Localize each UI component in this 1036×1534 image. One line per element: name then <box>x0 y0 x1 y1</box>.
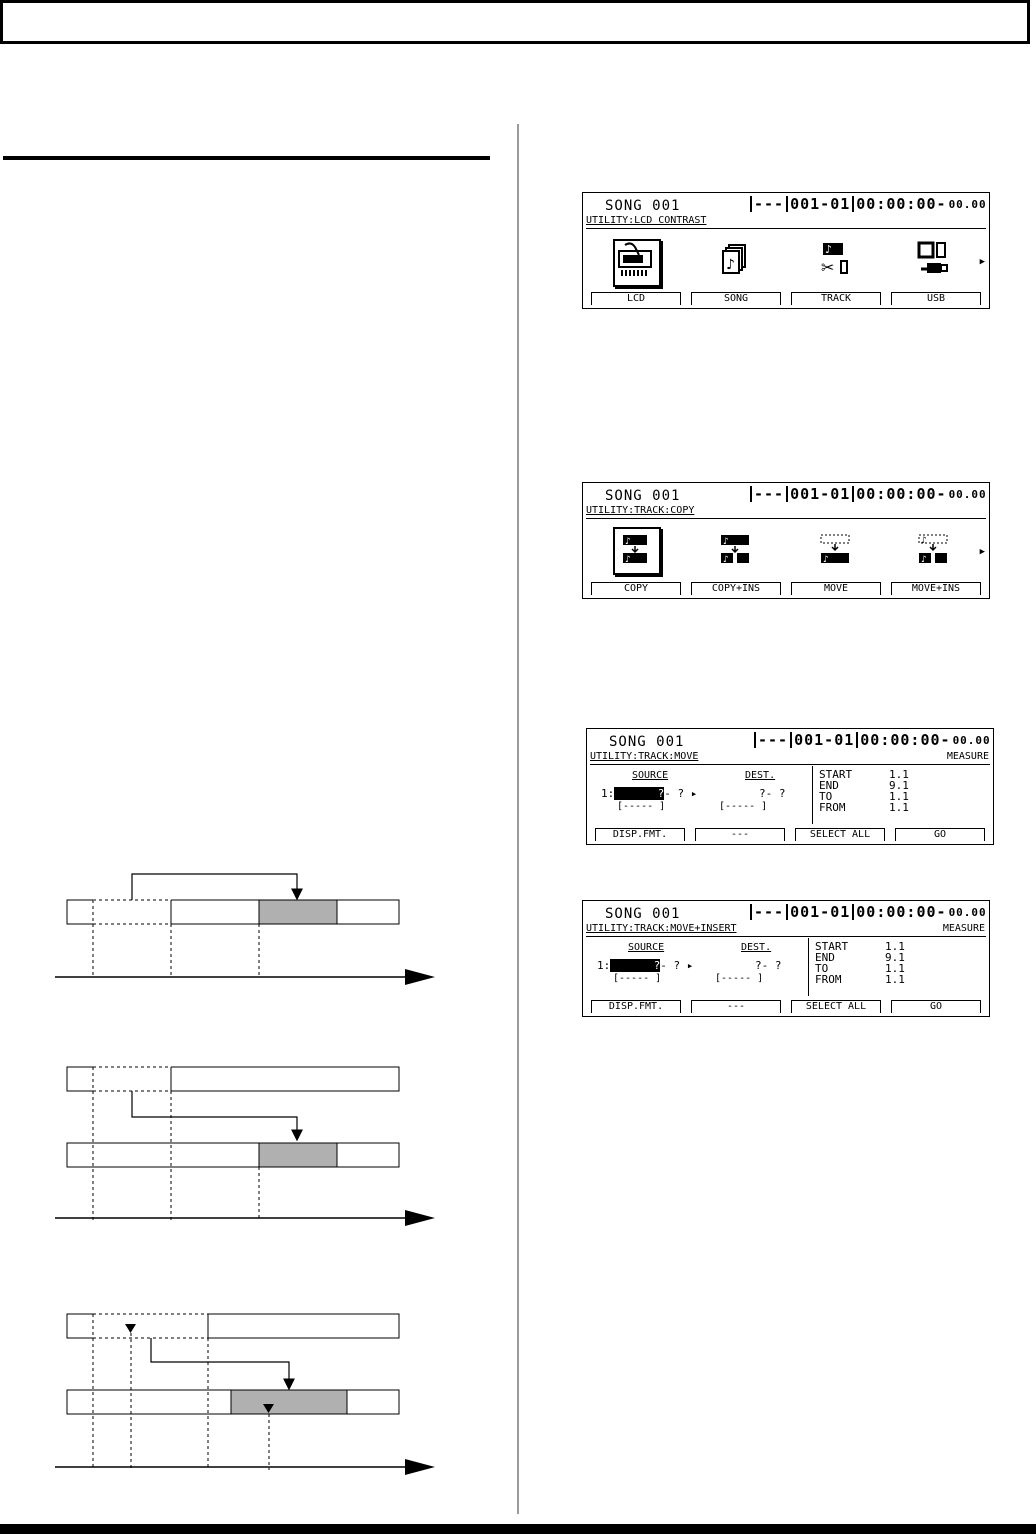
lcd-screen-track-menu <box>582 482 990 599</box>
footer-bar <box>0 1524 1036 1534</box>
song-label: SONG 001 <box>609 734 685 750</box>
display-format-label: MEASURE <box>942 923 985 934</box>
dest-track-field[interactable]: ?- ? <box>755 959 782 972</box>
display-format-label: MEASURE <box>946 751 989 762</box>
svg-text:♪: ♪ <box>823 555 829 565</box>
dest-header: DEST. <box>745 770 776 781</box>
lcd-screen-track-move <box>586 728 994 845</box>
f4-move-insert-button[interactable]: MOVE+INS <box>891 582 981 595</box>
frame-counter: 00.00 <box>952 733 991 747</box>
f3-track-button[interactable]: TRACK <box>791 292 881 305</box>
dest-track-field[interactable]: ?- ? <box>759 787 786 800</box>
lcd-screen-track-move-insert <box>582 900 990 1017</box>
row-index: 1: <box>601 787 615 800</box>
counter-display: --- 001-01 00:00:00- 00.00 <box>748 903 987 921</box>
song-label: SONG 001 <box>605 906 681 922</box>
row-index: 1: <box>597 959 611 972</box>
svg-text:✂: ✂ <box>821 258 835 277</box>
time-counter: 00:00:00- <box>856 485 947 503</box>
param-end-row[interactable]: END 9.1 <box>819 779 909 792</box>
measure-counter: 001-01 <box>790 195 851 213</box>
page-right-arrow-icon: ▶ <box>979 257 985 267</box>
svg-text:♪: ♪ <box>723 537 729 547</box>
f4-usb-button[interactable]: USB <box>891 292 981 305</box>
param-to-row[interactable]: TO 1.1 <box>815 962 905 975</box>
source-sub-track[interactable]: - ? <box>660 959 681 972</box>
measure-counter: 001-01 <box>794 731 855 749</box>
f1-lcd-button[interactable]: LCD <box>591 292 681 305</box>
move-insert-icon[interactable] <box>913 527 957 571</box>
time-counter: 00:00:00- <box>856 195 947 213</box>
f1-disp-fmt-button[interactable]: DISP.FMT. <box>591 1000 681 1013</box>
lcd-icon[interactable] <box>613 239 661 287</box>
time-counter: 00:00:00- <box>856 903 947 921</box>
f2-empty-button[interactable]: --- <box>691 1000 781 1013</box>
dest-track-name: [----- ] <box>719 801 768 812</box>
source-track-name: [----- ] <box>617 801 666 812</box>
f4-go-button[interactable]: GO <box>895 828 985 841</box>
copy-icon[interactable] <box>613 527 661 575</box>
source-track-field[interactable]: ? <box>610 959 660 972</box>
copy-insert-icon[interactable] <box>715 527 759 571</box>
f2-copy-insert-button[interactable]: COPY+INS <box>691 582 781 595</box>
source-sub-track[interactable]: - ? <box>664 787 685 800</box>
song-label: SONG 001 <box>605 198 681 214</box>
menu-path: UTILITY:TRACK:MOVE+INSERT <box>586 923 737 934</box>
param-to-row[interactable]: TO 1.1 <box>819 790 909 803</box>
param-start-row[interactable]: START 1.1 <box>819 768 909 781</box>
header-box <box>0 0 1030 44</box>
dest-track-name: [----- ] <box>715 973 764 984</box>
svg-text:♪: ♪ <box>921 555 927 565</box>
source-track-field[interactable]: ? <box>614 787 664 800</box>
menu-path: UTILITY:TRACK:COPY <box>586 505 695 516</box>
song-icon[interactable] <box>715 239 759 283</box>
menu-path: UTILITY:LCD CONTRAST <box>586 215 707 226</box>
column-divider <box>517 124 519 1514</box>
f4-go-button[interactable]: GO <box>891 1000 981 1013</box>
time-counter: 00:00:00- <box>860 731 951 749</box>
song-label: SONG 001 <box>605 488 681 504</box>
dest-header: DEST. <box>741 942 772 953</box>
page-right-arrow-icon: ▶ <box>979 547 985 557</box>
f2-empty-button[interactable]: --- <box>695 828 785 841</box>
source-header: SOURCE <box>628 942 665 953</box>
source-track-name: [----- ] <box>613 973 662 984</box>
menu-path: UTILITY:TRACK:MOVE <box>590 751 699 762</box>
svg-text:♪: ♪ <box>625 555 631 565</box>
frame-counter: 00.00 <box>948 197 987 211</box>
lcd-screen-utility-menu <box>582 192 990 309</box>
param-start-row[interactable]: START 1.1 <box>815 940 905 953</box>
usb-icon[interactable] <box>913 239 957 283</box>
f1-disp-fmt-button[interactable]: DISP.FMT. <box>595 828 685 841</box>
source-header: SOURCE <box>632 770 669 781</box>
svg-text:♪: ♪ <box>726 257 735 273</box>
svg-text:♪: ♪ <box>625 537 631 547</box>
svg-text:♪: ♪ <box>921 536 927 546</box>
svg-text:♪: ♪ <box>825 243 833 256</box>
frame-counter: 00.00 <box>948 905 987 919</box>
frame-counter: 00.00 <box>948 487 987 501</box>
counter-display: --- 001-01 00:00:00- 00.00 <box>752 731 991 749</box>
param-from-row[interactable]: FROM 1.1 <box>819 801 909 814</box>
track-icon[interactable] <box>815 239 859 283</box>
f1-copy-button[interactable]: COPY <box>591 582 681 595</box>
move-insert-diagram-3 <box>40 1305 460 1480</box>
section-rule <box>3 156 490 160</box>
f2-song-button[interactable]: SONG <box>691 292 781 305</box>
move-insert-diagram-2 <box>40 1060 460 1230</box>
move-icon[interactable] <box>815 527 859 571</box>
counter-display: --- 001-01 00:00:00- 00.00 <box>748 195 987 213</box>
param-end-row[interactable]: END 9.1 <box>815 951 905 964</box>
param-from-row[interactable]: FROM 1.1 <box>815 973 905 986</box>
f3-select-all-button[interactable]: SELECT ALL <box>795 828 885 841</box>
move-diagram-1 <box>40 860 460 990</box>
f3-move-button[interactable]: MOVE <box>791 582 881 595</box>
svg-text:♪: ♪ <box>723 555 729 565</box>
counter-display: --- 001-01 00:00:00- 00.00 <box>748 485 987 503</box>
f3-select-all-button[interactable]: SELECT ALL <box>791 1000 881 1013</box>
arrow-right-icon: ▸ <box>686 959 694 972</box>
measure-counter: 001-01 <box>790 485 851 503</box>
arrow-right-icon: ▸ <box>690 787 698 800</box>
measure-counter: 001-01 <box>790 903 851 921</box>
